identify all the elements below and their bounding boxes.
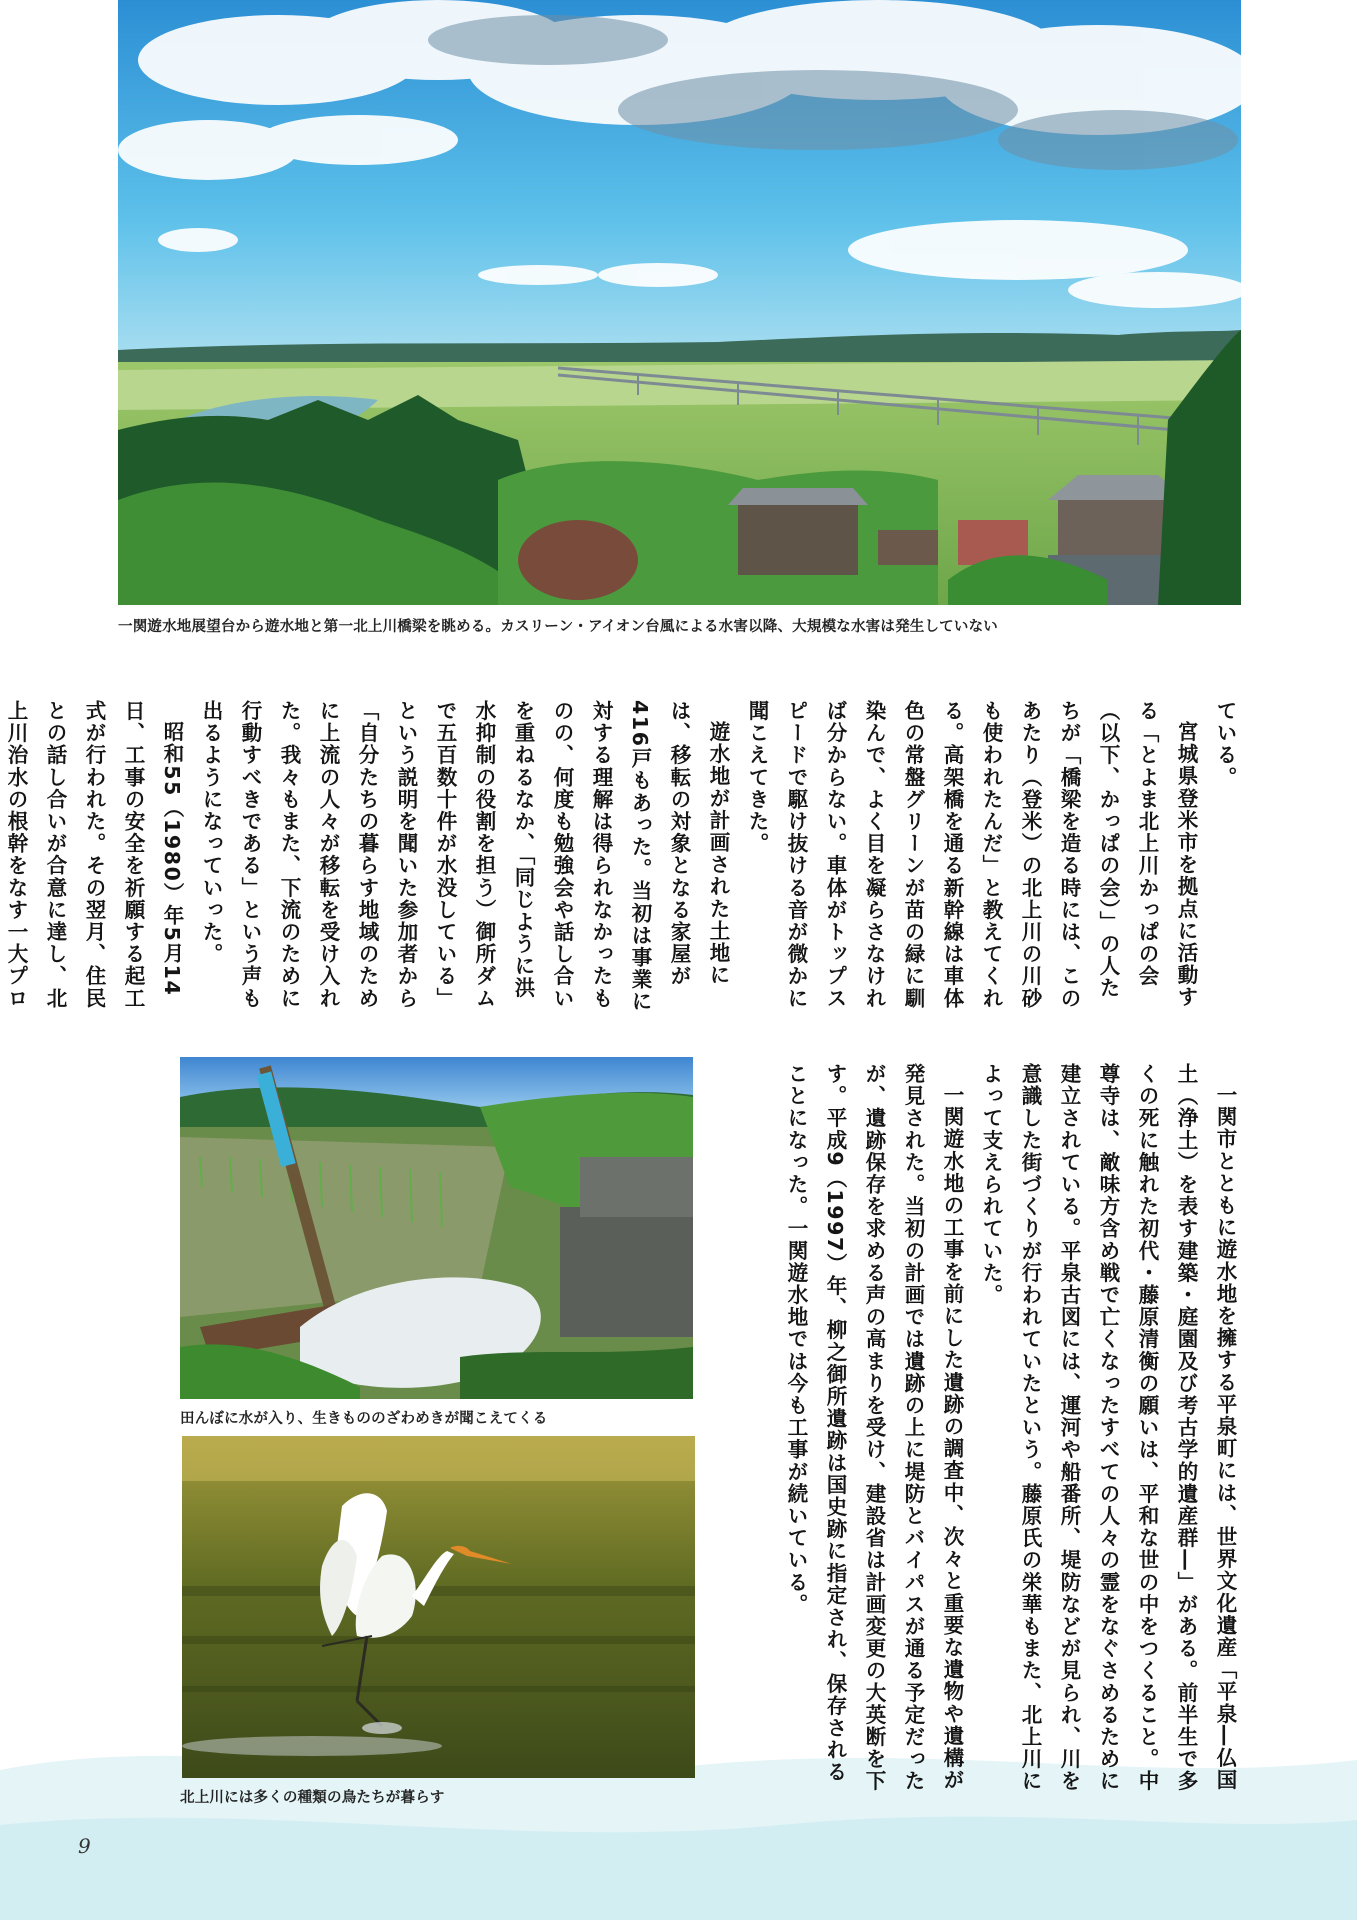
landscape-photo [118, 0, 1241, 605]
paddy-photo-caption: 田んぼに水が入り、生きもののざわめきが聞こえてくる [180, 1411, 548, 1427]
body-text-upper [4, 700, 1244, 1018]
page-number: 9 [78, 1834, 91, 1858]
paragraph: 一関遊水地の工事を前にした遺跡の調査中、次々と重要な遺物や遺構が発見された。当初の計画では遺跡の上に堤防とバイパスが通る予定だったが、遺跡保存を求める声の高まりを受け、建設省は計画変更の大英断を下す。平成9（1997）年、柳之御所遺跡は国史跡に指定され、保存されることになった。一関遊水地では今も工事が続いている。 [784, 1063, 964, 1793]
egret-photo [182, 1436, 695, 1778]
egret-photo-caption: 北上川には多くの種類の鳥たちが暮らす [180, 1790, 445, 1806]
body-text-right [784, 1063, 1244, 1798]
paragraph: ている。 [1213, 700, 1237, 789]
paddy-water-photo [180, 1057, 693, 1399]
main-photo-caption: 一関遊水地展望台から遊水地と第一北上川橋梁を眺める。カスリーン・アイオン台風による水害以降、大規模な水害は発生していない [118, 619, 998, 635]
paragraph: 宮城県登米市を拠点に活動する「とよま北上川かっぱの会（以下、かっぱの会）」の人たちが「橋梁を造る時には、このあたり（登米）の北上川の川砂も使われたんだ」と教えてくれる。高架橋を通る新幹線は車体色の常盤グリーンが苗の緑に馴染んで、よく目を凝らさなければ分からない。車体がトップスピードで駆け抜ける音が微かに聞こえてきた。 [745, 700, 1198, 1010]
paragraph: 遊水地が計画された土地には、移転の対象となる家屋が416戸もあった。当初は事業に対する理解は得られなかったものの、何度も勉強会や話し合いを重ねるなか、「同じように洪水抑制の役割を担う）御所ダムで五百数十件が水没している」という説明を聞いた参加者から「自分たちの暮らす地域のために上流の人々が移転を受け入れた。我々もまた、下流のために行動すべきである」という声も出るようになっていった。 [199, 700, 730, 1013]
paragraph: 一関市とともに遊水地を擁する平泉町には、世界文化遺産「平泉―仏国土（浄土）を表す建築・庭園及び考古学的遺産群―」がある。前半生で多くの死に触れた初代・藤原清衡の願いは、平和な世の中をつくること。中尊寺は、敵味方含め戦で亡くなったすべての人々の霊をなぐさめるために建立されている。平泉古図には、運河や船番所、堤防などが見られ、川を意識した街づくりが行われていたという。藤原氏の栄華もまた、北上川によって支えられていた。 [979, 1063, 1237, 1793]
paragraph: 昭和55（1980）年5月14日、工事の安全を祈願する起工式が行われた。その翌月、住民との話し合いが合意に達し、北上川治水の根幹をなす一大プロ [4, 700, 184, 1010]
